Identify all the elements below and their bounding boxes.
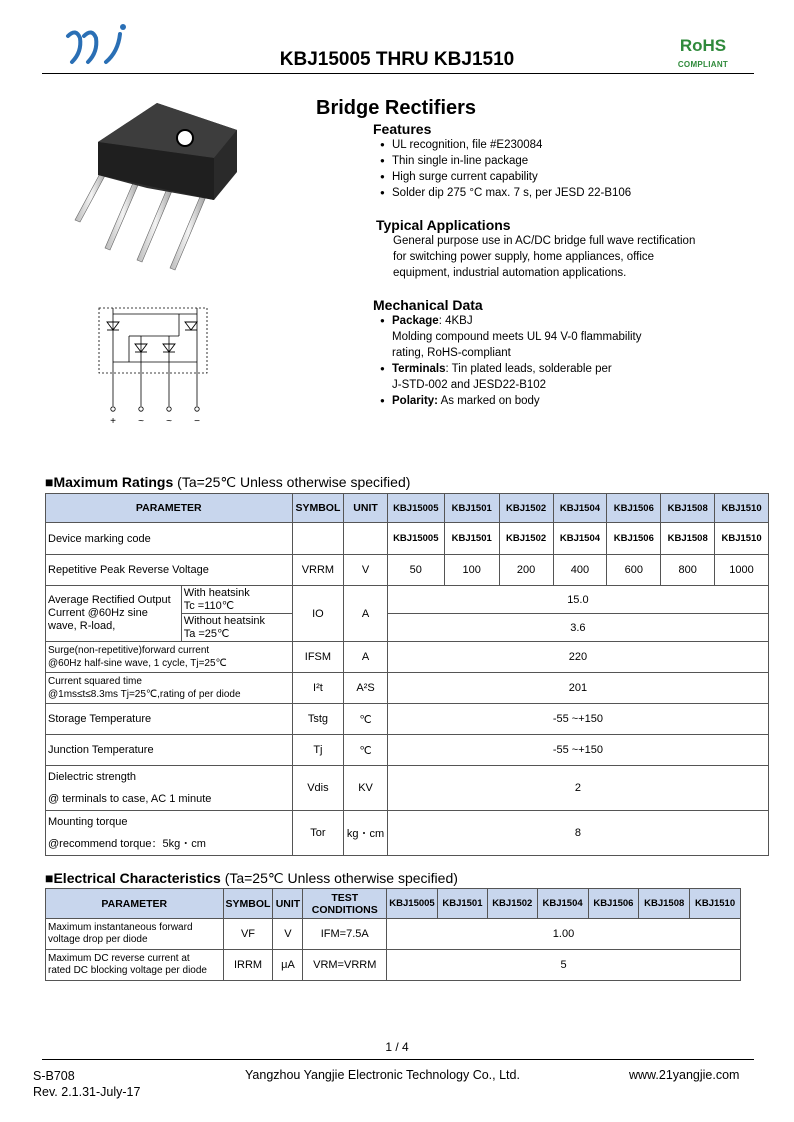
product-photo	[72, 100, 237, 280]
features-list	[380, 137, 780, 201]
max-ratings-title: Maximum Ratings	[53, 474, 174, 490]
table-header-row	[46, 494, 769, 523]
table-row	[46, 673, 769, 704]
table-header-row	[46, 889, 741, 919]
value-cell: -55 ~+150	[387, 735, 768, 766]
terminals-key: Terminals	[392, 363, 446, 375]
website-link[interactable]: www.21yangjie.com	[629, 1068, 740, 1082]
pin-label-minus: −	[194, 416, 200, 427]
value-cell: 50	[387, 555, 444, 586]
table-row	[46, 811, 769, 856]
row-label	[46, 950, 224, 981]
pin-label-ac2: ~	[166, 416, 172, 427]
io-condition-cell	[181, 614, 292, 642]
value-cell: KBJ15005	[387, 523, 444, 555]
column-header: KBJ1508	[661, 494, 715, 523]
applications-line: equipment, industrial automation applications.	[393, 267, 627, 279]
io-sub-label: Without heatsink	[183, 614, 266, 627]
table-row	[46, 950, 741, 981]
row-label	[46, 673, 293, 704]
symbol-cell: Tstg	[292, 704, 344, 735]
value-cell: KBJ1510	[715, 523, 769, 555]
list-item: ● Solder dip 275 °C max. 7 s, per JESD 22-B106	[380, 185, 780, 201]
unit-cell: KV	[344, 766, 388, 811]
unit-cell: A	[344, 642, 388, 673]
max-ratings-heading: ■Maximum Ratings (Ta=25℃ Unless otherwise specified)	[45, 474, 411, 490]
elec-title: Electrical Characteristics	[53, 870, 221, 886]
table-row	[46, 919, 741, 950]
applications-text	[393, 233, 733, 281]
row-label	[46, 642, 293, 673]
row-label-line: @1ms≤t≤8.3ms Tj=25℃,rating of per diode	[48, 689, 241, 700]
row-label-line: Surge(non-repetitive)forward current	[48, 645, 210, 656]
io-sub-condition: Ta =25℃	[183, 627, 230, 640]
column-header: UNIT	[273, 889, 303, 919]
column-header: KBJ1506	[588, 889, 639, 919]
row-label: Storage Temperature	[46, 704, 293, 735]
symbol-cell: Tj	[292, 735, 344, 766]
unit-cell: μA	[273, 950, 303, 981]
row-label-line: Mounting torque	[48, 816, 128, 828]
company-name: Yangzhou Yangjie Electronic Technology Co., Ltd.	[245, 1068, 520, 1082]
applications-line: for switching power supply, home appliances, office	[393, 251, 655, 263]
list-item: ● High surge current capability	[380, 169, 780, 185]
footer-rule	[42, 1059, 754, 1060]
package-line: rating, RoHS-compliant	[392, 347, 511, 359]
applications-line: General purpose use in AC/DC bridge full wave rectification	[393, 235, 696, 247]
list-item: ● Thin single in-line package	[380, 153, 780, 169]
symbol-cell: VF	[223, 919, 273, 950]
io-sub-label: With heatsink	[183, 586, 250, 599]
row-label: Repetitive Peak Reverse Voltage	[46, 555, 293, 586]
row-label-line: voltage drop per diode	[48, 934, 148, 945]
column-header: TEST CONDITIONS	[303, 889, 387, 919]
column-header: KBJ1510	[690, 889, 741, 919]
elec-heading: ■Electrical Characteristics (Ta=25℃ Unless otherwise specified)	[45, 870, 458, 886]
row-label: Junction Temperature	[46, 735, 293, 766]
row-label-line: Maximum instantaneous forward	[48, 922, 193, 933]
pin-label-plus: +	[110, 416, 116, 427]
table-row	[46, 735, 769, 766]
column-header: KBJ15005	[387, 494, 444, 523]
rohs-compliant-label: COMPLIANT	[677, 60, 729, 69]
max-ratings-table	[45, 493, 769, 856]
column-header: KBJ1502	[487, 889, 537, 919]
value-cell: 200	[499, 555, 553, 586]
list-item	[380, 393, 740, 409]
symbol-cell: IRRM	[223, 950, 273, 981]
package-line: Molding compound meets UL 94 V-0 flammability	[392, 331, 642, 343]
unit-cell: V	[273, 919, 303, 950]
unit-cell: V	[344, 555, 388, 586]
value-cell: KBJ1506	[607, 523, 661, 555]
value-cell: KBJ1501	[444, 523, 499, 555]
io-condition-cell	[181, 586, 292, 614]
table-row	[46, 642, 769, 673]
symbol-cell	[292, 523, 344, 555]
mechanical-heading: Mechanical Data	[373, 297, 483, 313]
column-header: KBJ1501	[444, 494, 499, 523]
value-cell: 220	[387, 642, 768, 673]
terminals-value: : Tin plated leads, solderable per	[445, 363, 612, 375]
unit-cell: ℃	[344, 704, 388, 735]
rohs-label: RoHS	[679, 36, 727, 55]
unit-cell: kg・cm	[344, 811, 388, 856]
column-header: KBJ1504	[553, 494, 607, 523]
value-cell: 3.6	[387, 614, 768, 642]
column-header: KBJ1508	[639, 889, 690, 919]
symbol-cell: VRRM	[292, 555, 344, 586]
rohs-badge	[672, 36, 734, 69]
symbol-cell: Vdis	[292, 766, 344, 811]
revision: Rev. 2.1.31-July-17	[33, 1085, 141, 1099]
io-sub-condition: Tc =110℃	[183, 599, 235, 612]
value-cell: 201	[387, 673, 768, 704]
row-label: Device marking code	[46, 523, 293, 555]
row-label-line: Current squared time	[48, 676, 142, 687]
package-key: Package	[392, 315, 439, 327]
value-cell: KBJ1504	[553, 523, 607, 555]
symbol-cell: Tor	[292, 811, 344, 856]
test-condition-cell: VRM=VRRM	[303, 950, 387, 981]
value-cell: 800	[661, 555, 715, 586]
product-title: Bridge Rectifiers	[316, 97, 477, 119]
document-code: S-B708	[33, 1069, 75, 1083]
terminals-line: J-STD-002 and JESD22-B102	[392, 379, 547, 391]
list-item: ● UL recognition, file #E230084	[380, 137, 780, 153]
mechanical-list	[380, 313, 740, 409]
pin-label-ac1: ~	[138, 416, 144, 427]
value-cell: 400	[553, 555, 607, 586]
row-label-line: @recommend torque：5kg・cm	[48, 838, 206, 850]
unit-cell: ℃	[344, 735, 388, 766]
unit-cell	[344, 523, 388, 555]
elec-table	[45, 888, 741, 981]
polarity-key: Polarity:	[392, 395, 439, 407]
column-header: SYMBOL	[223, 889, 273, 919]
value-cell: 15.0	[387, 586, 768, 614]
value-cell: 8	[387, 811, 768, 856]
symbol-cell: IO	[292, 586, 344, 642]
table-row	[46, 704, 769, 735]
column-header: KBJ15005	[387, 889, 438, 919]
footer-doc-info	[33, 1068, 140, 1100]
column-header: KBJ1510	[715, 494, 769, 523]
value-cell: KBJ1502	[499, 523, 553, 555]
polarity-value: As marked on body	[438, 395, 540, 407]
list-item	[380, 361, 740, 377]
value-cell: 5	[387, 950, 741, 981]
document-title: KBJ15005 THRU KBJ1510	[279, 49, 515, 70]
value-cell: -55 ~+150	[387, 704, 768, 735]
row-label	[46, 766, 293, 811]
value-cell: 2	[387, 766, 768, 811]
column-header: PARAMETER	[46, 494, 293, 523]
page-number: 1 / 4	[385, 1040, 409, 1054]
row-label-line: Maximum DC reverse current at	[48, 953, 190, 964]
column-header: KBJ1502	[499, 494, 553, 523]
unit-cell: A²S	[344, 673, 388, 704]
row-label	[46, 811, 293, 856]
value-cell: 100	[444, 555, 499, 586]
column-header: SYMBOL	[292, 494, 344, 523]
symbol-cell: IFSM	[292, 642, 344, 673]
test-condition-cell: IFM=7.5A	[303, 919, 387, 950]
symbol-cell: I²t	[292, 673, 344, 704]
table-row	[46, 766, 769, 811]
row-label-line: Dielectric strength	[48, 771, 137, 783]
value-cell: 1000	[715, 555, 769, 586]
column-header: KBJ1506	[607, 494, 661, 523]
value-cell: 600	[607, 555, 661, 586]
table-row	[46, 586, 769, 614]
max-ratings-condition: (Ta=25℃ Unless otherwise specified)	[177, 474, 411, 490]
features-heading: Features	[373, 121, 432, 137]
column-header: UNIT	[344, 494, 388, 523]
list-item	[380, 313, 740, 329]
row-label-line: @ terminals to case, AC 1 minute	[48, 793, 212, 805]
header-rule	[42, 73, 754, 74]
column-header: KBJ1504	[537, 889, 588, 919]
elec-condition: (Ta=25℃ Unless otherwise specified)	[224, 870, 458, 886]
table-row	[46, 523, 769, 555]
row-label-line: rated DC blocking voltage per diode	[48, 965, 207, 976]
applications-heading: Typical Applications	[376, 217, 511, 233]
value-cell: KBJ1508	[661, 523, 715, 555]
column-header: PARAMETER	[46, 889, 224, 919]
row-label: Average Rectified Output Current @60Hz sine wave, R-load,	[46, 586, 182, 642]
bridge-schematic	[97, 306, 212, 431]
unit-cell: A	[344, 586, 388, 642]
row-label-line: @60Hz half-sine wave, 1 cycle, Tj=25℃	[48, 658, 227, 669]
table-row	[46, 555, 769, 586]
package-value: : 4KBJ	[438, 315, 473, 327]
row-label	[46, 919, 224, 950]
column-header: KBJ1501	[438, 889, 488, 919]
value-cell: 1.00	[387, 919, 741, 950]
